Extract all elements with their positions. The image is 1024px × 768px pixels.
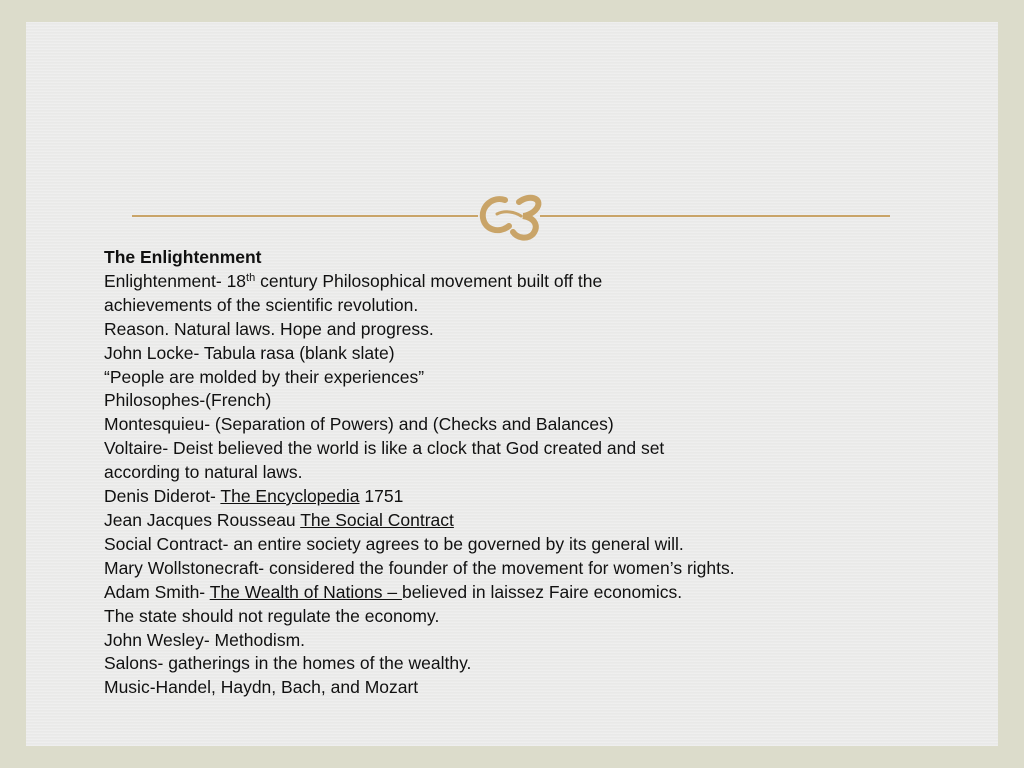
text-line: Mary Wollstonecraft- considered the founder of the movement for women’s rights. bbox=[104, 557, 735, 578]
text-line bbox=[104, 509, 904, 533]
text-line: John Wesley- Methodism. bbox=[104, 629, 306, 650]
text-line: achievements of the scientific revolution. bbox=[104, 294, 419, 315]
text-line: “People are molded by their experiences” bbox=[104, 366, 425, 387]
header-divider-left bbox=[132, 215, 478, 217]
text-line: Voltaire- Deist believed the world is like a clock that God created and set bbox=[104, 438, 665, 459]
text-line: Reason. Natural laws. Hope and progress. bbox=[104, 318, 434, 339]
underlined-title: The Encyclopedia bbox=[220, 486, 360, 507]
text-line bbox=[104, 270, 904, 294]
text-segment: Denis Diderot- bbox=[104, 486, 221, 507]
text-segment: century Philosophical movement built off the bbox=[255, 270, 603, 291]
text-segment: Jean Jacques Rousseau bbox=[104, 509, 301, 530]
text-line: The state should not regulate the economy. bbox=[104, 605, 440, 626]
text-line: according to natural laws. bbox=[104, 462, 303, 483]
text-line: Social Contract- an entire society agrees to be governed by its general will. bbox=[104, 533, 684, 554]
underlined-title: The Wealth of Nations – bbox=[209, 581, 402, 602]
superscript: th bbox=[246, 271, 256, 284]
text-line: Music-Handel, Haydn, Bach, and Mozart bbox=[104, 677, 419, 698]
header-divider-right bbox=[540, 215, 890, 217]
text-segment: Enlightenment- 18 bbox=[104, 270, 247, 291]
text-segment: 1751 bbox=[359, 486, 404, 507]
text-line: Salons- gatherings in the homes of the wealthy. bbox=[104, 653, 472, 674]
text-line: Montesquieu- (Separation of Powers) and (Checks and Balances) bbox=[104, 414, 614, 435]
text-line bbox=[104, 581, 904, 605]
decorative-swash-icon bbox=[475, 190, 551, 242]
slide-body bbox=[104, 246, 904, 700]
text-line bbox=[104, 485, 904, 509]
text-line: Philosophes-(French) bbox=[104, 390, 272, 411]
underlined-title: The Social Contract bbox=[300, 509, 454, 530]
slide-title: The Enlightenment bbox=[104, 247, 262, 267]
text-segment: Adam Smith- bbox=[104, 581, 210, 602]
text-segment: believed in laissez Faire economics. bbox=[401, 581, 683, 602]
text-line: John Locke- Tabula rasa (blank slate) bbox=[104, 342, 395, 363]
